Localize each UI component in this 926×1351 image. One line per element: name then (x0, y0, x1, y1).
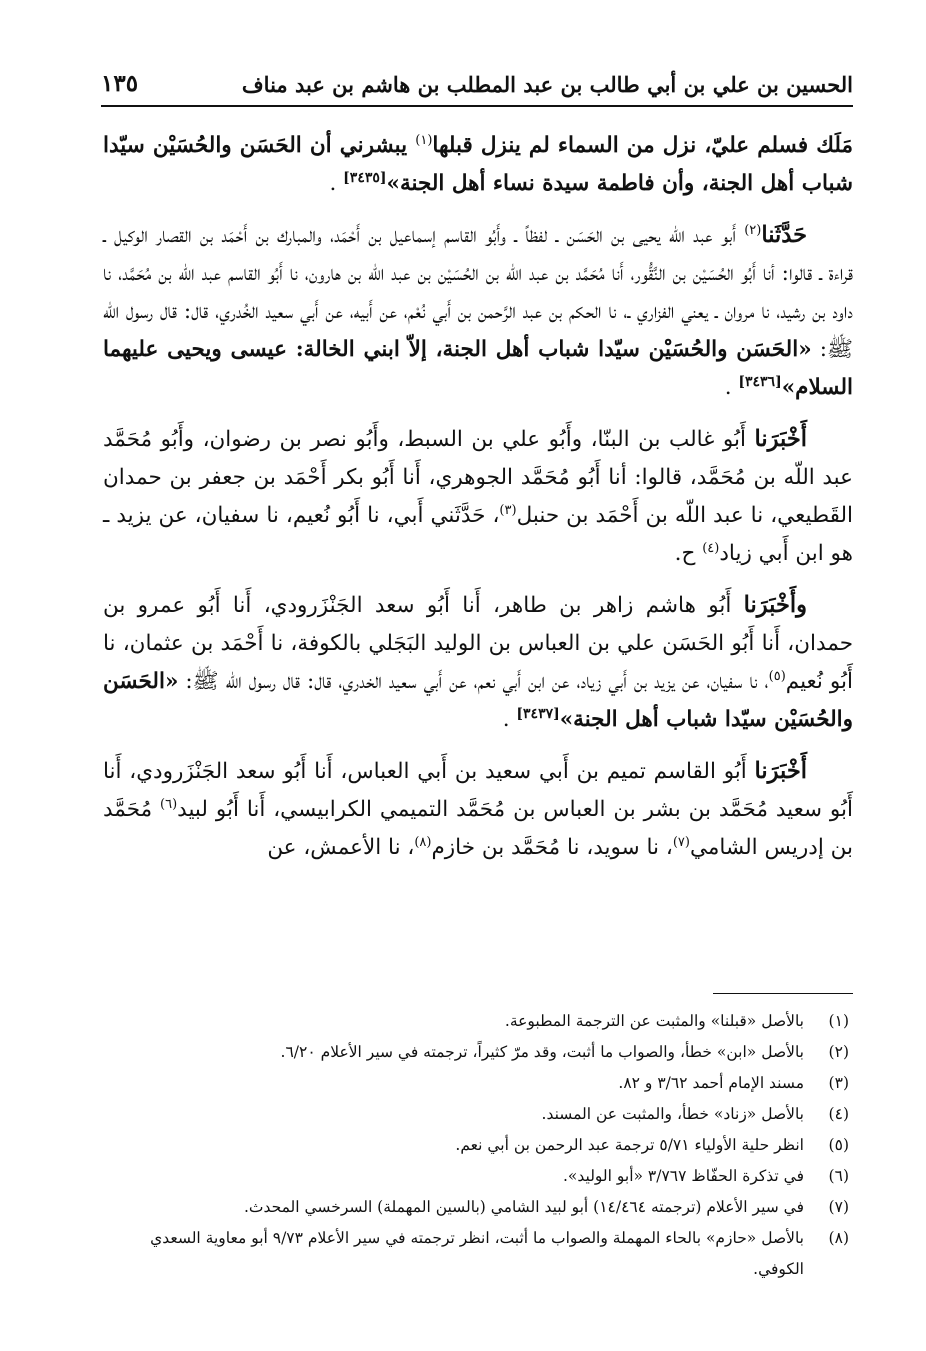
hadith-number: [٣٤٣٥] (343, 169, 387, 186)
isnad-lead-word: أَخْبَرَنا (754, 426, 807, 452)
footnote-number: (٥) (828, 1136, 849, 1154)
footnote-number: (٢) (828, 1043, 849, 1061)
running-title: الحسين بن علي بن أبي طالب بن عبد المطلب بن هاشم بن عبد مناف (241, 72, 853, 97)
main-text (103, 127, 853, 880)
footnote-ref: (٥) (768, 668, 786, 684)
footnote-item (103, 1161, 853, 1192)
hadith-text: «الحَسَن والحُسَيْن سيّدا شباب أهل الجنة، إلاّ ابني الخالة: عيسى ويحيى عليهما السلام» (103, 337, 853, 400)
text-segment: أَبُو القاسم تميم بن أَبي سعيد بن أَبي العباس، أَنا أَبُو سعد الجَنْزَرودي، أَنا أَبُو سعيد مُحَمَّد بن بشر بن العباس بن مُحَمَّد التميمي الكرابيسي، أَنا أَبُو لبيد (103, 759, 853, 822)
footnote-item (103, 1099, 853, 1130)
footnote-text: مسند الإمام أحمد ٣/٦٢ و ٨٢. (618, 1074, 804, 1092)
footnote-divider (713, 993, 853, 994)
footnote-ref: (٧) (672, 834, 690, 850)
footnote-number: (٣) (828, 1074, 849, 1092)
footnote-number: (٦) (828, 1167, 849, 1185)
footnote-item (103, 1192, 853, 1223)
footnotes (103, 1006, 853, 1285)
text-segment: ح. (674, 541, 703, 566)
footnote-number: (١) (828, 1012, 849, 1030)
footnote-item (103, 1068, 853, 1099)
text-segment: . (502, 707, 517, 732)
text-segment: أَبُو هاشم زاهر بن طاهر، أَنا أَبُو سعد الجَنْزَرودي، أَنا أَبُو عمرو بن حمدان، أَنا أَبُو الحَسَن علي بن العباس بن الوليد البَجَلي بالكوفة، نا أَحْمَد بن عثمان، نا أَبُو نُعيم (103, 593, 853, 694)
isnad-lead-word: أَخْبَرَنا (754, 758, 807, 784)
text-segment: مَلَك فسلم عليّ، نزل من السماء لم ينزل قبلها (432, 133, 853, 158)
isnad-lead-word: حَدَّثَنا (761, 222, 807, 248)
page-header (101, 70, 853, 110)
footnote-ref: (٤) (702, 540, 720, 556)
footnote-number: (٤) (828, 1105, 849, 1123)
paragraph-3 (103, 420, 853, 573)
footnote-text: بالأصل «قبلنا» والمثبت عن الترجمة المطبوعة. (504, 1012, 804, 1030)
text-segment: ، نا الأعمش، عن (267, 835, 415, 860)
footnote-ref: (١) (415, 132, 433, 148)
text-segment: . (329, 171, 344, 196)
footnote-text: بالأصل «ابن» خطأ، والصواب ما أثبت، وقد مرّ كثيراً، ترجمته في سير الأعلام ٦/٢٠. (280, 1043, 804, 1061)
paragraph-2 (103, 216, 853, 407)
isnad-lead-word: وأَخْبَرَنا (743, 592, 807, 618)
hadith-number: [٣٤٣٧] (516, 705, 560, 722)
paragraph-5 (103, 752, 853, 867)
footnote-item (103, 1037, 853, 1068)
footnote-number: (٨) (828, 1229, 849, 1247)
footnote-text: في سير الأعلام (ترجمته ١٤/٤٦٤) أبو لبيد الشامي (بالسين المهملة) السرخسي المحدث. (243, 1198, 804, 1216)
header-divider (101, 105, 853, 107)
footnote-text: في تذكرة الحفّاظ ٣/٧٦٧ «أبو الوليد». (562, 1167, 804, 1185)
hadith-text: «الحَسَن والحُسَيْن سيّدا شباب أهل الجنة» (103, 669, 853, 732)
footnote-text: بالأصل «حازم» بالحاء المهملة والصواب ما أثبت، انظر ترجمته في سير الأعلام ٩/٧٣ أبو معاوية السعدي الكوفي. (150, 1229, 804, 1278)
paragraph-4 (103, 586, 853, 739)
footnote-item (103, 1130, 853, 1161)
footnote-item (103, 1006, 853, 1037)
footnote-ref: (٦) (160, 796, 178, 812)
text-segment: يبشرني أن الحَسَن والحُسَيْن سيّدا شباب أهل الجنة، وأن فاطمة سيدة نساء أهل الجنة» (103, 133, 853, 196)
page-number: ١٣٥ (101, 70, 139, 97)
text-segment: ، نا سويد، نا مُحَمَّد بن خازم (431, 835, 673, 860)
footnote-text: انظر حلية الأولياء ٥/٧١ ترجمة عبد الرحمن بن أبي نعم. (455, 1136, 804, 1154)
text-segment: أَبُو غالب بن البنّا، وأَبُو علي بن السبط، وأَبُو نصر بن رضوان، وأَبُو مُحَمَّد عبد اللّه بن مُحَمَّد، قالوا: أنا أَبُو مُحَمَّد الجوهري، أَنا أَبُو بكر أَحْمَد بن جعفر بن حمدان القَطيعي، نا عبد اللّه بن أَحْمَد بن حنبل (103, 427, 853, 528)
text-segment: ، نا سفيان، عن يزيد بن أَبي زياد، عن ابن أَبي نعم، عن أَبي سعيد الخدري، قال: قال رسول اللّه ﷺ: (178, 669, 769, 694)
footnote-text: بالأصل «زناد» خطأ، والمثبت عن المسند. (541, 1105, 804, 1123)
paragraph-1 (103, 127, 853, 203)
text-segment: أَبو عبد اللّه يحيى بن الحَسَن ـ لفظاً ـ وأَبُو القاسم إسماعيل بن أَحْمَد، والمبارك بن أَحْمَد بن القصار الوكيل ـ قراءة ـ قالوا: أنا أَبُو الحُسَيْن بن النَّقُّور، أَنا مُحَمَّد بن عبد اللّه بن الحُسَيْن بن عبد اللّه بن هارون، نا أَبُو القاسم عبد اللّه بن مُحَمَّد، نا داود بن رشيد، نا مروان ـ يعني الفزاري ـ، نا الحكم بن عبد الرَّحمن بن أَبي نُعْم، عن أَبيه، عن أَبي سعيد الخُدري، قال: قال رسول اللّه ﷺ: (103, 223, 853, 362)
hadith-number: [٣٤٣٦] (738, 373, 782, 390)
text-segment: مُحَمَّد بن إدريس الشامي (103, 797, 853, 860)
footnote-ref: (٨) (414, 834, 432, 850)
footnote-number: (٧) (828, 1198, 849, 1216)
footnote-ref: (٢) (744, 222, 762, 238)
text-segment: ، حَدَّثَني أَبي، نا أَبُو نُعيم، نا سفيان، عن يزيد ـ هو ابن أَبي زياد (103, 503, 853, 566)
footnote-item (103, 1223, 853, 1285)
text-segment: . (724, 375, 739, 400)
footnote-ref: (٣) (499, 502, 517, 518)
